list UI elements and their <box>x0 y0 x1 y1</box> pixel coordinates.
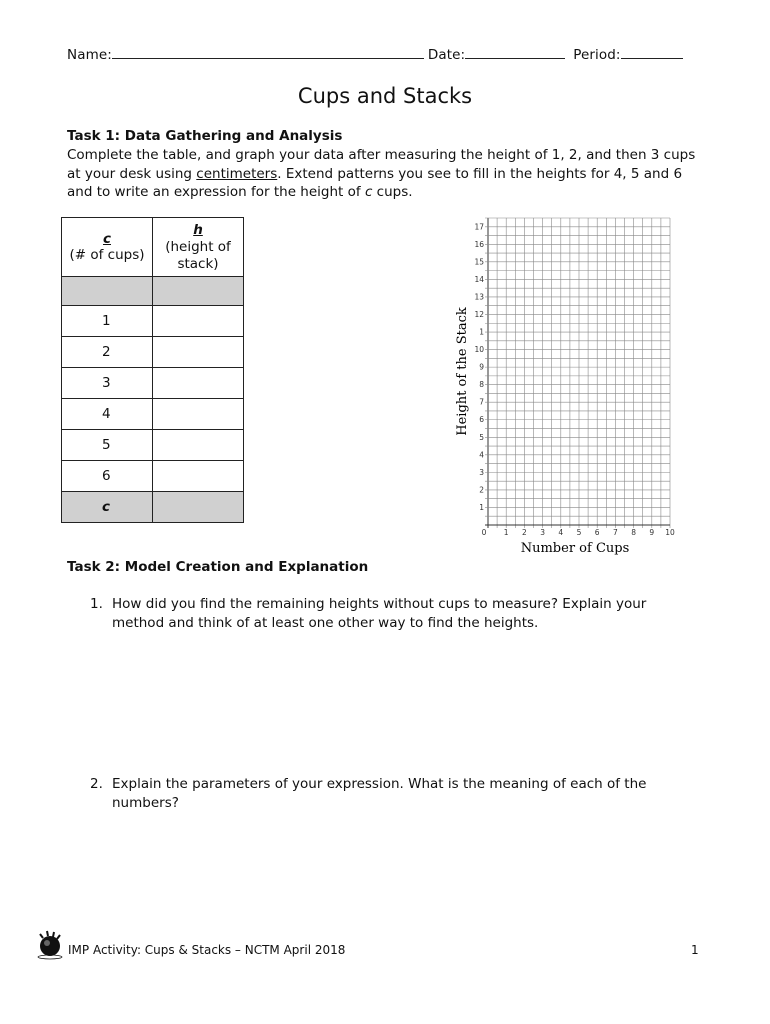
x-tick-labels <box>482 528 675 537</box>
height-input-cell[interactable] <box>153 337 244 368</box>
table-row <box>62 306 244 337</box>
height-description-line2: stack) <box>177 255 219 272</box>
table-header-height <box>153 218 244 277</box>
x-tick-label: 3 <box>540 528 545 537</box>
instructions-var: c <box>364 184 373 200</box>
y-tick-label: 10 <box>474 345 484 355</box>
y-tick-label: 1 <box>479 502 484 512</box>
task2-title: Task 2: Model Creation and Explanation <box>67 559 369 575</box>
page-title: Cups and Stacks <box>297 84 473 108</box>
footer-text: IMP Activity: Cups & Stacks – NCTM April 2018 <box>68 943 346 957</box>
y-tick-labels <box>474 222 484 512</box>
y-tick-label: 14 <box>474 274 484 284</box>
table-row <box>62 368 244 399</box>
instructions-part3: cups. <box>372 184 413 200</box>
answer-area-2[interactable] <box>112 820 702 930</box>
y-tick-label: 1 <box>479 327 484 337</box>
cups-cell: 4 <box>62 399 153 430</box>
x-tick-label: 5 <box>576 528 582 537</box>
table-row-shaded <box>62 492 244 523</box>
x-tick-label: 9 <box>649 528 655 537</box>
question-2 <box>90 775 690 815</box>
x-tick-label: 8 <box>631 528 636 537</box>
height-input-cell[interactable] <box>153 306 244 337</box>
table-row <box>62 430 244 461</box>
y-tick-label: 4 <box>479 450 484 460</box>
name-label: Name: <box>67 47 112 63</box>
y-tick-label: 3 <box>479 467 484 477</box>
instructions-part1: Complete the table, and graph your data after measuring the height of 1, 2, and then 3 cups at your desk using <box>67 147 696 182</box>
y-tick-label: 9 <box>479 362 484 372</box>
table-cell <box>62 277 153 306</box>
imp-logo-icon <box>36 928 66 960</box>
h-variable: h <box>193 221 203 238</box>
y-tick-label: 7 <box>479 397 484 407</box>
question-2-number: 2. <box>90 776 103 792</box>
x-tick-label: 7 <box>613 528 618 537</box>
period-blank[interactable] <box>621 46 683 59</box>
graph-grid[interactable] <box>440 208 690 563</box>
table-cell <box>153 277 244 306</box>
x-axis-label: Number of Cups <box>520 541 630 556</box>
cups-description: (# of cups) <box>69 247 145 263</box>
y-tick-label: 5 <box>479 432 484 442</box>
question-1 <box>90 595 690 635</box>
x-tick-label: 10 <box>665 528 675 537</box>
y-tick-label: 12 <box>474 309 484 319</box>
date-label: Date: <box>427 47 466 63</box>
x-tick-label: 1 <box>503 528 509 537</box>
cups-cell: 6 <box>62 461 153 492</box>
y-tick-label: 15 <box>474 257 484 267</box>
x-tick-label: 6 <box>594 528 600 537</box>
header-fields <box>67 46 683 63</box>
table-row <box>62 399 244 430</box>
cups-cell-variable <box>62 492 153 523</box>
table-row-shaded <box>62 277 244 306</box>
y-axis-label: Height of the Stack <box>455 307 470 436</box>
question-1-text: How did you find the remaining heights without cups to measure? Explain your method and think of at least one other way to find the heights. <box>112 596 647 631</box>
question-1-number: 1. <box>90 596 103 612</box>
c-variable: c <box>102 231 111 247</box>
y-tick-label: 17 <box>474 222 484 232</box>
height-expression-cell[interactable] <box>153 492 244 523</box>
x-tick-label: 0 <box>481 528 487 537</box>
page-number: 1 <box>691 943 699 957</box>
table-header-cups <box>62 218 153 277</box>
y-tick-label: 8 <box>479 380 484 390</box>
c-row-label: c <box>102 499 111 515</box>
height-input-cell[interactable] <box>153 399 244 430</box>
x-tick-label: 4 <box>558 528 564 537</box>
height-description-line1: (height of <box>165 238 231 255</box>
cups-cell: 5 <box>62 430 153 461</box>
y-tick-label: 16 <box>474 239 484 249</box>
table-header-row <box>62 218 244 277</box>
table-row <box>62 337 244 368</box>
table-row <box>62 461 244 492</box>
y-tick-label: 6 <box>479 415 484 425</box>
height-input-cell[interactable] <box>153 368 244 399</box>
height-input-cell[interactable] <box>153 430 244 461</box>
date-blank[interactable] <box>465 46 565 59</box>
grid-lines <box>485 218 670 528</box>
cups-cell: 3 <box>62 368 153 399</box>
y-tick-label: 13 <box>474 292 484 302</box>
name-blank[interactable] <box>112 46 424 59</box>
task1-title: Task 1: Data Gathering and Analysis <box>67 128 343 144</box>
cups-cell: 1 <box>62 306 153 337</box>
cups-cell: 2 <box>62 337 153 368</box>
data-table <box>61 217 244 523</box>
height-input-cell[interactable] <box>153 461 244 492</box>
instructions-underlined: centimeters <box>196 165 278 182</box>
y-tick-label: 2 <box>479 485 484 495</box>
task1-instructions <box>67 146 707 202</box>
instructions-part2: . Extend patterns you see to fill in the heights for 4, 5 and 6 and to write an expression for the height of <box>67 165 683 200</box>
answer-area-1[interactable] <box>112 640 702 760</box>
x-tick-label: 2 <box>522 528 527 537</box>
question-2-text: Explain the parameters of your expression. What is the meaning of each of the numbers? <box>112 776 647 811</box>
period-label: Period: <box>573 47 621 63</box>
